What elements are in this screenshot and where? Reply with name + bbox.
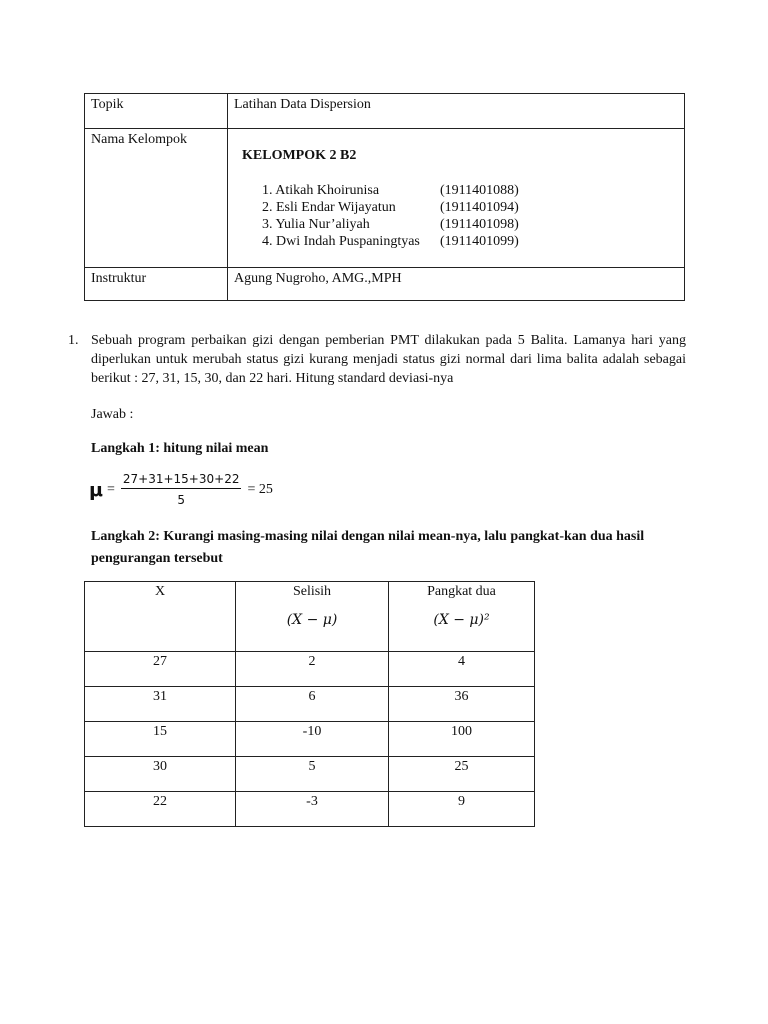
member-id: (1911401099) [440, 234, 519, 249]
kelompok-title: KELOMPOK 2 B2 [242, 148, 357, 163]
member-name: 1. Atikah Khoirunisa [262, 183, 380, 198]
question-number: 1. [68, 333, 79, 348]
list-item [262, 199, 678, 216]
cell-pangkat: 100 [389, 722, 535, 757]
table-row [85, 757, 535, 792]
cell-selisih: 5 [236, 757, 389, 792]
mean-formula [89, 472, 273, 507]
formula-numerator: 27+31+15+30+22 [121, 472, 242, 489]
cell-selisih: 2 [236, 652, 389, 687]
header-label: Pangkat dua [427, 584, 496, 599]
cell-selisih: 6 [236, 687, 389, 722]
instruktur-value: Agung Nugroho, AMG.,MPH [228, 268, 685, 301]
formula-equals: = [106, 481, 115, 497]
cell-pangkat: 25 [389, 757, 535, 792]
member-id: (1911401094) [440, 200, 519, 215]
member-list [262, 182, 678, 250]
formula-denominator: 5 [177, 493, 185, 507]
table-row [85, 652, 535, 687]
kelompok-label: Nama Kelompok [85, 129, 228, 268]
cell-x: 15 [85, 722, 236, 757]
header-pangkat-dua [389, 582, 535, 652]
question-text: Sebuah program perbaikan gizi dengan pemberian PMT dilakukan pada 5 Balita. Lamanya hari yang diperlukan untuk merubah status gizi kurang menjadi status gizi normal dari lima balita adalah sebagai berikut : 27, 31, 15, 30, dan 22 hari. Hitung standard deviasi-nya [91, 333, 686, 386]
member-id: (1911401088) [440, 183, 519, 198]
header-x [85, 582, 236, 652]
member-name: 2. Esli Endar Wijayatun [262, 200, 396, 215]
member-name: 3. Yulia Nur’aliyah [262, 217, 370, 232]
member-id: (1911401098) [440, 217, 519, 232]
table-header-row [85, 582, 535, 652]
cell-pangkat: 9 [389, 792, 535, 827]
jawab-label: Jawab : [91, 407, 134, 422]
cell-pangkat: 4 [389, 652, 535, 687]
instruktur-label: Instruktur [85, 268, 228, 301]
cell-selisih: -10 [236, 722, 389, 757]
header-formula: (X − μ)² [433, 612, 490, 628]
header-formula: (X − μ) [286, 612, 338, 628]
kelompok-cell [228, 129, 685, 268]
cell-x: 31 [85, 687, 236, 722]
deviation-table [84, 581, 535, 827]
table-row [85, 687, 535, 722]
cell-x: 27 [85, 652, 236, 687]
formula-result: = 25 [247, 481, 273, 497]
cell-selisih: -3 [236, 792, 389, 827]
list-item [262, 233, 678, 250]
cell-x: 22 [85, 792, 236, 827]
topik-label: Topik [85, 94, 228, 129]
header-label: Selisih [292, 584, 332, 599]
question-block [68, 331, 686, 388]
topik-value: Latihan Data Dispersion [228, 94, 685, 129]
cell-pangkat: 36 [389, 687, 535, 722]
cell-x: 30 [85, 757, 236, 792]
formula-fraction [121, 472, 242, 507]
step1-heading: Langkah 1: hitung nilai mean [91, 441, 269, 456]
list-item [262, 182, 678, 199]
kelompok-row [85, 129, 685, 268]
table-row [85, 722, 535, 757]
member-name: 4. Dwi Indah Puspaningtyas [262, 234, 420, 249]
topik-row [85, 94, 685, 129]
step2-heading: Langkah 2: Kurangi masing-masing nilai dengan nilai mean-nya, lalu pangkat-kan dua hasil pengurangan tersebut [91, 529, 645, 566]
list-item [262, 216, 678, 233]
mu-symbol: μ [89, 478, 103, 501]
header-label: X [154, 584, 166, 599]
table-row [85, 792, 535, 827]
instruktur-row [85, 268, 685, 301]
info-table [84, 93, 685, 301]
header-selisih [236, 582, 389, 652]
